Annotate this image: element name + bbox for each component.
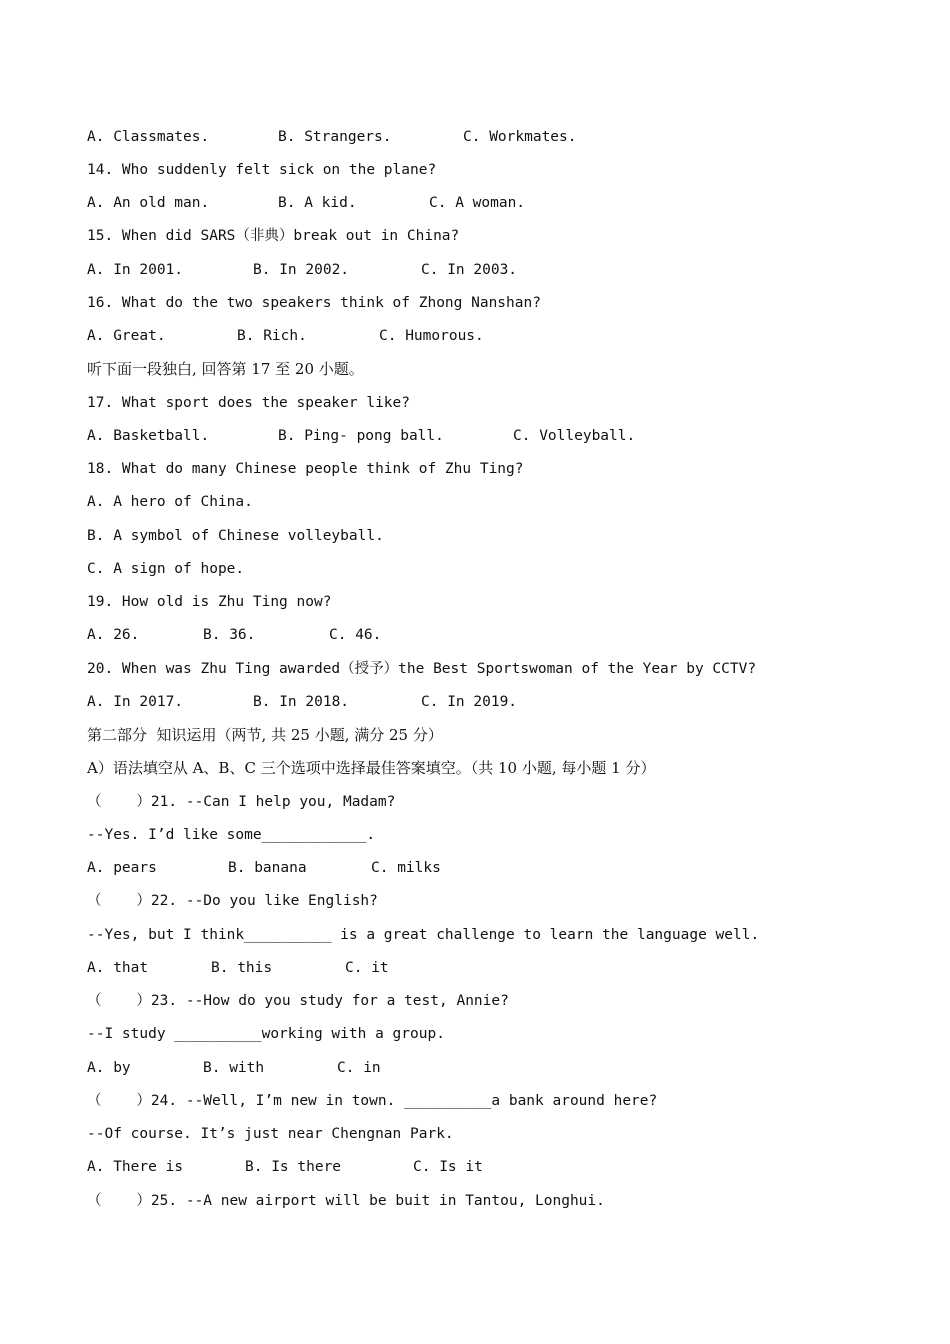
question-18: 18. What do many Chinese people think of Zhu Ting? <box>87 461 524 477</box>
options-q16 <box>87 324 484 348</box>
option-b: B. A kid. <box>278 195 357 211</box>
answer-line-23: --I study __________working with a group. <box>87 1026 445 1042</box>
question-22: （ ）22. --Do you like English? <box>87 893 378 909</box>
option-c: C. 46. <box>329 627 382 643</box>
options-q13 <box>87 125 577 149</box>
option-a: A. An old man. <box>87 195 210 211</box>
option-b: B. Ping- pong ball. <box>278 428 444 444</box>
option-c: C. A woman. <box>429 195 526 211</box>
question-20: 20. When was Zhu Ting awarded（授予）the Best Sportswoman of the Year by CCTV? <box>87 661 757 677</box>
option-b: B. Strangers. <box>278 129 392 145</box>
options-q17 <box>87 424 636 448</box>
option-b: B. this <box>211 960 273 976</box>
option-a: A. A hero of China. <box>87 494 253 510</box>
answer-line-24: --Of course. It’s just near Chengnan Park. <box>87 1126 454 1142</box>
options-q22 <box>87 956 389 980</box>
question-16: 16. What do the two speakers think of Zhong Nanshan? <box>87 295 541 311</box>
question-19: 19. How old is Zhu Ting now? <box>87 594 332 610</box>
option-a: A. pears <box>87 860 157 876</box>
option-a: A. 26. <box>87 627 140 643</box>
options-q21 <box>87 856 441 880</box>
option-b: B. Rich. <box>237 328 307 344</box>
option-c: C. milks <box>371 860 441 876</box>
question-15: 15. When did SARS（非典）break out in China? <box>87 228 460 244</box>
option-a: A. Great. <box>87 328 166 344</box>
option-b: B. A symbol of Chinese volleyball. <box>87 528 384 544</box>
options-q19 <box>87 623 382 647</box>
option-c: C. Is it <box>413 1159 483 1175</box>
option-b: B. In 2018. <box>253 694 350 710</box>
option-a: A. by <box>87 1060 131 1076</box>
option-b: B. Is there <box>245 1159 342 1175</box>
options-q24 <box>87 1155 483 1179</box>
question-17: 17. What sport does the speaker like? <box>87 395 411 411</box>
option-a: A. In 2017. <box>87 694 184 710</box>
option-a: A. Classmates. <box>87 129 210 145</box>
option-c: C. In 2019. <box>421 694 518 710</box>
answer-line-22: --Yes, but I think__________ is a great challenge to learn the language well. <box>87 927 760 943</box>
options-q20 <box>87 690 518 714</box>
question-21: （ ）21. --Can I help you, Madam? <box>87 794 396 810</box>
options-q15 <box>87 258 518 282</box>
option-a: A. Basketball. <box>87 428 210 444</box>
option-a: A. There is <box>87 1159 184 1175</box>
option-c: C. it <box>345 960 389 976</box>
option-c: C. A sign of hope. <box>87 561 245 577</box>
option-c: C. in <box>337 1060 381 1076</box>
option-b: B. with <box>203 1060 265 1076</box>
question-24: （ ）24. --Well, I’m new in town. __________a bank around here? <box>87 1093 658 1109</box>
answer-line-21: --Yes. I’d like some____________. <box>87 827 376 843</box>
question-14: 14. Who suddenly felt sick on the plane? <box>87 162 437 178</box>
option-c: C. Humorous. <box>379 328 484 344</box>
grammar-instruction: A）语法填空从 A、B、C 三个选项中选择最佳答案填空。（共 10 小题, 每小题 1 分） <box>87 759 656 777</box>
option-c: C. Volleyball. <box>513 428 636 444</box>
options-q14 <box>87 191 526 215</box>
option-a: A. In 2001. <box>87 262 184 278</box>
question-25: （ ）25. --A new airport will be buit in Tantou, Longhui. <box>87 1193 605 1209</box>
section-instruction-17-20: 听下面一段独白, 回答第 17 至 20 小题。 <box>87 360 364 378</box>
option-b: B. In 2002. <box>253 262 350 278</box>
option-c: C. Workmates. <box>463 129 577 145</box>
option-a: A. that <box>87 960 149 976</box>
options-q23 <box>87 1056 381 1080</box>
option-b: B. banana <box>228 860 307 876</box>
question-23: （ ）23. --How do you study for a test, Annie? <box>87 993 509 1009</box>
option-b: B. 36. <box>203 627 256 643</box>
option-c: C. In 2003. <box>421 262 518 278</box>
part-two-heading: 第二部分 知识运用（两节, 共 25 小题, 满分 25 分） <box>87 726 443 744</box>
